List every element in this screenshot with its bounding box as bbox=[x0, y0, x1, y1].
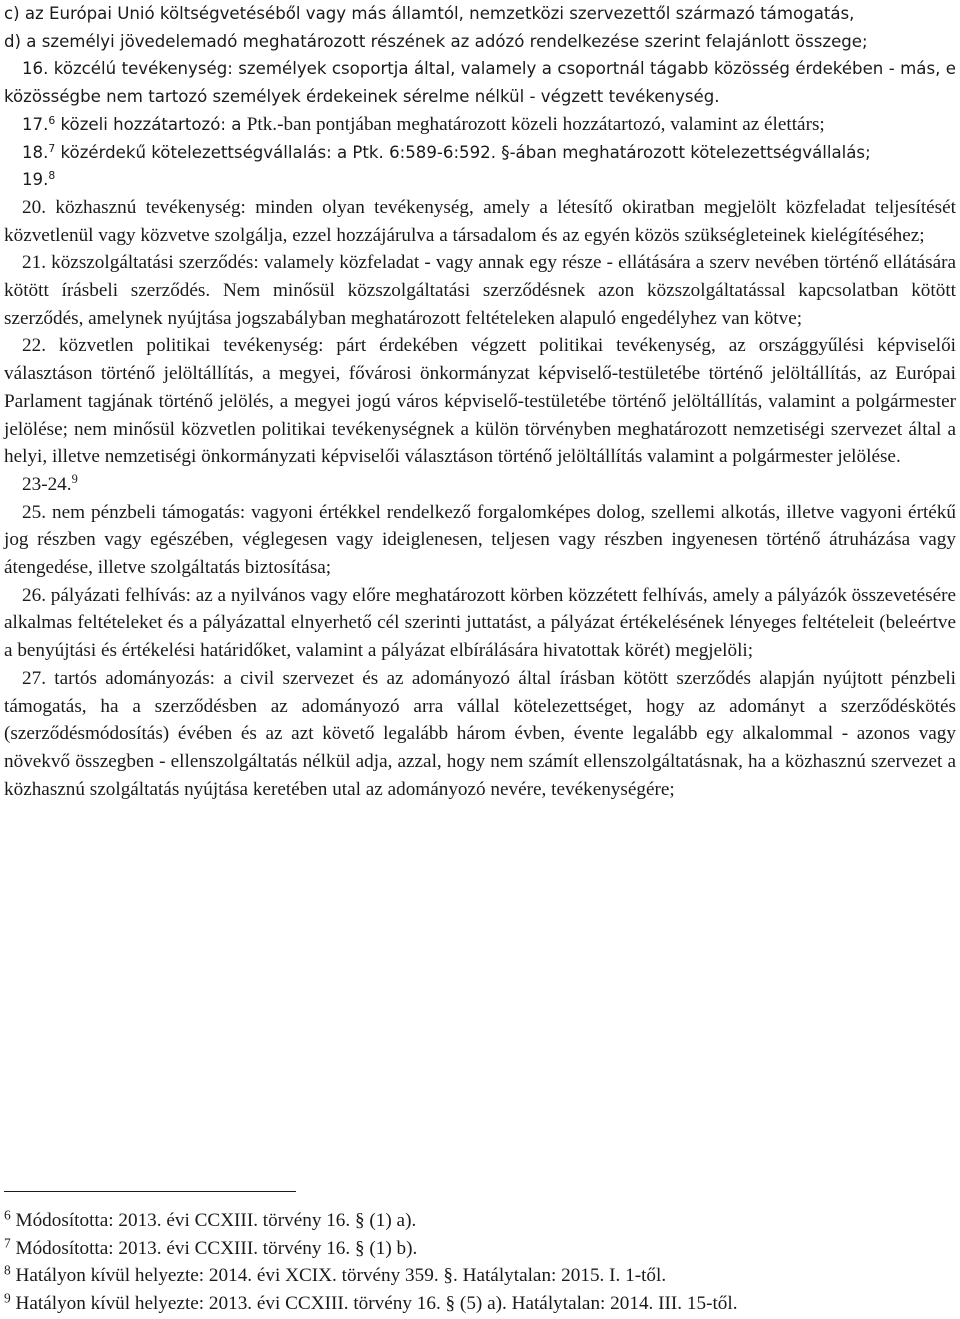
footnote-8: $^8$ Hatályon kívül helyezte: 2014. évi XCIX. törvény 359. §. Hatálytalan: 2015. I. 1-től. bbox=[4, 1262, 667, 1287]
body-serif-block bbox=[4, 194, 956, 803]
definition-17: 17.$^6$ közeli hozzátartozó: a Ptk.-ban pontjában meghatározott közeli hozzátartozó, valamint az élettárs; bbox=[22, 113, 825, 135]
definition-27: 27. tartós adományozás: a civil szervezet és az adományozó által írásban kötött szerződés alapján nyújtott pénzbeli támogatás, ha a szerződésben az adományozó arra vállal kötelezettséget, hogy az adományt a szerződéskötés (szerződésmódosítás) évében és az azt követő legalább három évben, évente legalább egy alkalommal - azonos vagy növekvő összegben - ellenszolgáltatás nélkül adja, azzal, hogy nem számít ellenszolgáltatásnak, ha a közhasznú szervezet a közhasznú szolgáltatás nyújtása keretében utal az adományozó nevére, tevékenységére; bbox=[4, 667, 956, 800]
definition-16: 16. közcélú tevékenység: személyek csoportja által, valamely a csoportnál tágabb közösség érdekében - más, e közösségbe nem tartozó személyek érdekeinek sérelme nélkül - végzett tevékenység. bbox=[4, 59, 956, 107]
footnotes bbox=[4, 1207, 954, 1318]
footnote-ref-7[interactable]: 7 bbox=[48, 141, 56, 155]
point-c: c) az Európai Unió költségvetéséből vagy más államtól, nemzetközi szervezettől származó támogatás, bbox=[4, 4, 855, 23]
definition-19: 19.$^8$ bbox=[22, 169, 56, 190]
definition-20: 20. közhasznú tevékenység: minden olyan tevékenység, amely a létesítő okiratban megjelölt közfeladat teljesítését közvetlenül vagy közvetve szolgálja, ezzel hozzájárulva a társadalom és az egyén közös szükségleteinek kielégítéséhez; bbox=[4, 196, 956, 246]
definition-25: 25. nem pénzbeli támogatás: vagyoni értékkel rendelkező forgalomképes dolog, szellemi alkotás, illetve vagyoni értékű jog részben vagy egészében, véglegesen vagy ideiglenesen, teljesen vagy részben ingyenesen történő átruházása vagy átengedése, illetve szolgáltatás biztosítása; bbox=[4, 501, 956, 579]
point-d: d) a személyi jövedelemadó meghatározott részének az adózó rendelkezése szerint felajánlott összege; bbox=[4, 31, 868, 51]
footnote-ref-9[interactable]: 9 bbox=[71, 472, 78, 487]
body-sans-block bbox=[4, 0, 956, 194]
definition-26: 26. pályázati felhívás: az a nyilvános vagy előre meghatározott körben közzétett felhívás, amely a pályázók összevetésére alkalmas feltételeket és a pályázattal elnyerhető cél szerinti juttatást, a pályázat értékelésének lényeges feltételeit (beleértve a benyújtási és értékelési határidőket, valamint a pályázat elbírálására hivatottak körét) megjelöli; bbox=[4, 584, 956, 662]
footnote-ref-8[interactable]: 8 bbox=[48, 169, 56, 183]
footnote-ref-6[interactable]: 6 bbox=[48, 113, 56, 127]
definition-23-24: 23-24.$^9$ bbox=[22, 472, 78, 495]
footnote-divider bbox=[4, 1191, 296, 1192]
footnote-9: $^9$ Hatályon kívül helyezte: 2013. évi CCXIII. törvény 16. § (5) a). Hatálytalan: 2014. III. 15-től. bbox=[4, 1290, 738, 1315]
definition-22: 22. közvetlen politikai tevékenység: párt érdekében végzett politikai tevékenység, az országgyűlési képviselői választáson történő jelöltállítás, a megyei, fővárosi önkormányzat képviselő-testületébe történő jelöltállítás, az Európai Parlament tagjának történő jelölés, a megyei jogú város képviselő-testületébe történő jelöltállítás, valamint a polgármester jelölése; nem minősül közvetlen politikai tevékenységnek a külön törvényben meghatározott nemzetiségi szervezet által a helyi, illetve nemzetiségi önkormányzati képviselői választáson történő jelöltállítás valamint a polgármester jelölése. bbox=[4, 335, 956, 468]
footnote-7: $^7$ Módosította: 2013. évi CCXIII. törvény 16. § (1) b). bbox=[4, 1234, 418, 1259]
footnote-6: $^6$ Módosította: 2013. évi CCXIII. törvény 16. § (1) a). bbox=[4, 1207, 417, 1231]
definition-21: 21. közszolgáltatási szerződés: valamely közfeladat - vagy annak egy része - ellátására a szerv nevében történő ellátására kötött írásbeli szerződés. Nem minősül közszolgáltatási szerződésnek azon közszolgáltatással kapcsolatban kötött szerződés, amelynek nyújtása jogszabályban meghatározott feltételeken alapuló engedélyhez van kötve; bbox=[4, 252, 956, 329]
definition-18: 18.$^7$ közérdekű kötelezettségvállalás: a Ptk. 6:589-6:592. §-ában meghatározott kötelezettségvállalás; bbox=[22, 141, 871, 162]
